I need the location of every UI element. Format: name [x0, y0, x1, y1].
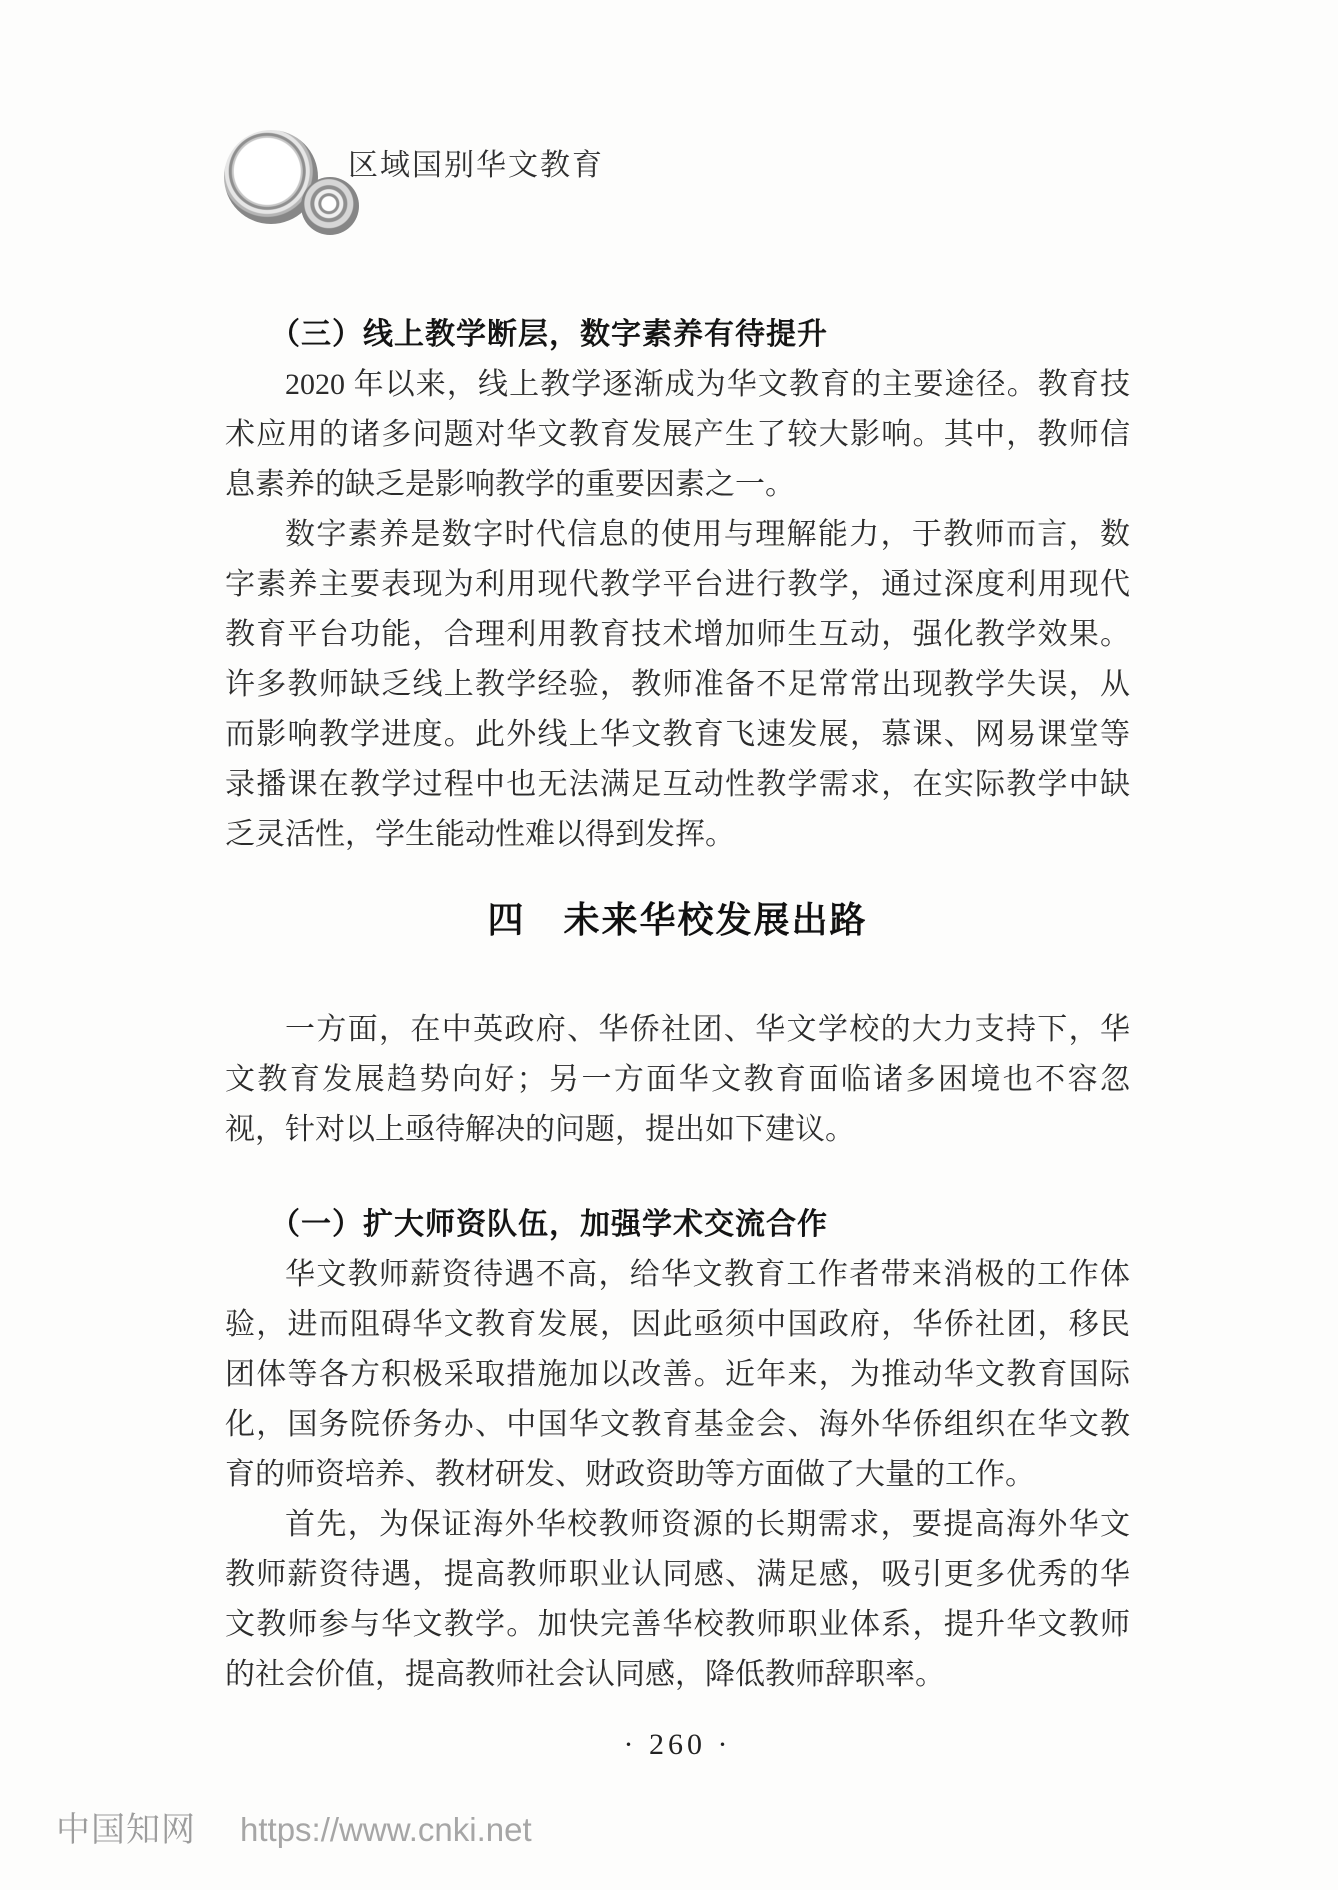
subsection-heading: （三）线上教学断层，数字素养有待提升 [270, 318, 828, 351]
paragraph [225, 360, 1130, 510]
paragraph [225, 1005, 1130, 1155]
paragraph-line: 验，进而阻碍华文教育发展，因此亟须中国政府，华侨社团，移民 [225, 1308, 1130, 1341]
paragraph-line: 化，国务院侨务办、中国华文教育基金会、海外华侨组织在华文教 [225, 1408, 1130, 1441]
content [225, 310, 1130, 1770]
chapter-heading: 四 未来华校发展出路 [487, 899, 868, 940]
paragraph-line: 团体等各方积极采取措施加以改善。近年来，为推动华文教育国际 [225, 1358, 1130, 1391]
paragraph [225, 1250, 1130, 1500]
paragraph-line: 许多教师缺乏线上教学经验，教师准备不足常常出现教学失误，从 [225, 668, 1130, 701]
paragraph-line: 2020 年以来，线上教学逐渐成为华文教育的主要途径。教育技 [285, 368, 1130, 401]
paragraph-line: 而影响教学进度。此外线上华文教育飞速发展，慕课、网易课堂等 [225, 718, 1130, 751]
paragraph-line: 华文教师薪资待遇不高，给华文教育工作者带来消极的工作体 [285, 1258, 1130, 1291]
paragraph-line: 乏灵活性，学生能动性难以得到发挥。 [225, 818, 735, 851]
paragraph-line: 文教师参与华文教学。加快完善华校教师职业体系，提升华文教师 [225, 1608, 1130, 1641]
page-number: · 260 · [623, 1728, 732, 1761]
paragraph-line: 的社会价值，提高教师社会认同感，降低教师辞职率。 [225, 1658, 945, 1691]
paragraph [225, 510, 1130, 860]
paragraph-line: 录播课在教学过程中也无法满足互动性教学需求，在实际教学中缺 [225, 768, 1130, 801]
paragraph [225, 1500, 1130, 1700]
cnki-url: https://www.cnki.net [240, 1811, 532, 1848]
header-brand: 区域国别华文教育 [348, 149, 604, 182]
cnki-brand: 中国知网 [56, 1811, 196, 1849]
paragraph-line: 字素养主要表现为利用现代教学平台进行教学，通过深度利用现代 [225, 568, 1130, 601]
footer [56, 1802, 532, 1851]
paragraph-line: 视，针对以上亟待解决的问题，提出如下建议。 [225, 1113, 855, 1146]
paragraph-line: 文教育发展趋势向好；另一方面华文教育面临诸多困境也不容忽 [225, 1063, 1130, 1096]
paragraph-line: 教育平台功能，合理利用教育技术增加师生互动，强化教学效果。 [225, 618, 1130, 651]
subsection-heading: （一）扩大师资队伍，加强学术交流合作 [270, 1208, 828, 1241]
paragraph-line: 息素养的缺乏是影响教学的重要因素之一。 [225, 468, 795, 501]
paragraph-line: 数字素养是数字时代信息的使用与理解能力，于教师而言，数 [285, 518, 1130, 551]
paragraph-line: 一方面，在中英政府、华侨社团、华文学校的大力支持下，华 [285, 1013, 1130, 1046]
paragraph-line: 术应用的诸多问题对华文教育发展产生了较大影响。其中，教师信 [225, 418, 1130, 451]
paragraph-line: 首先，为保证海外华校教师资源的长期需求，要提高海外华文 [285, 1508, 1130, 1541]
paragraph-line: 教师薪资待遇，提高教师职业认同感、满足感，吸引更多优秀的华 [225, 1558, 1130, 1591]
paragraph-line: 育的师资培养、教材研发、财政资助等方面做了大量的工作。 [225, 1458, 1035, 1491]
